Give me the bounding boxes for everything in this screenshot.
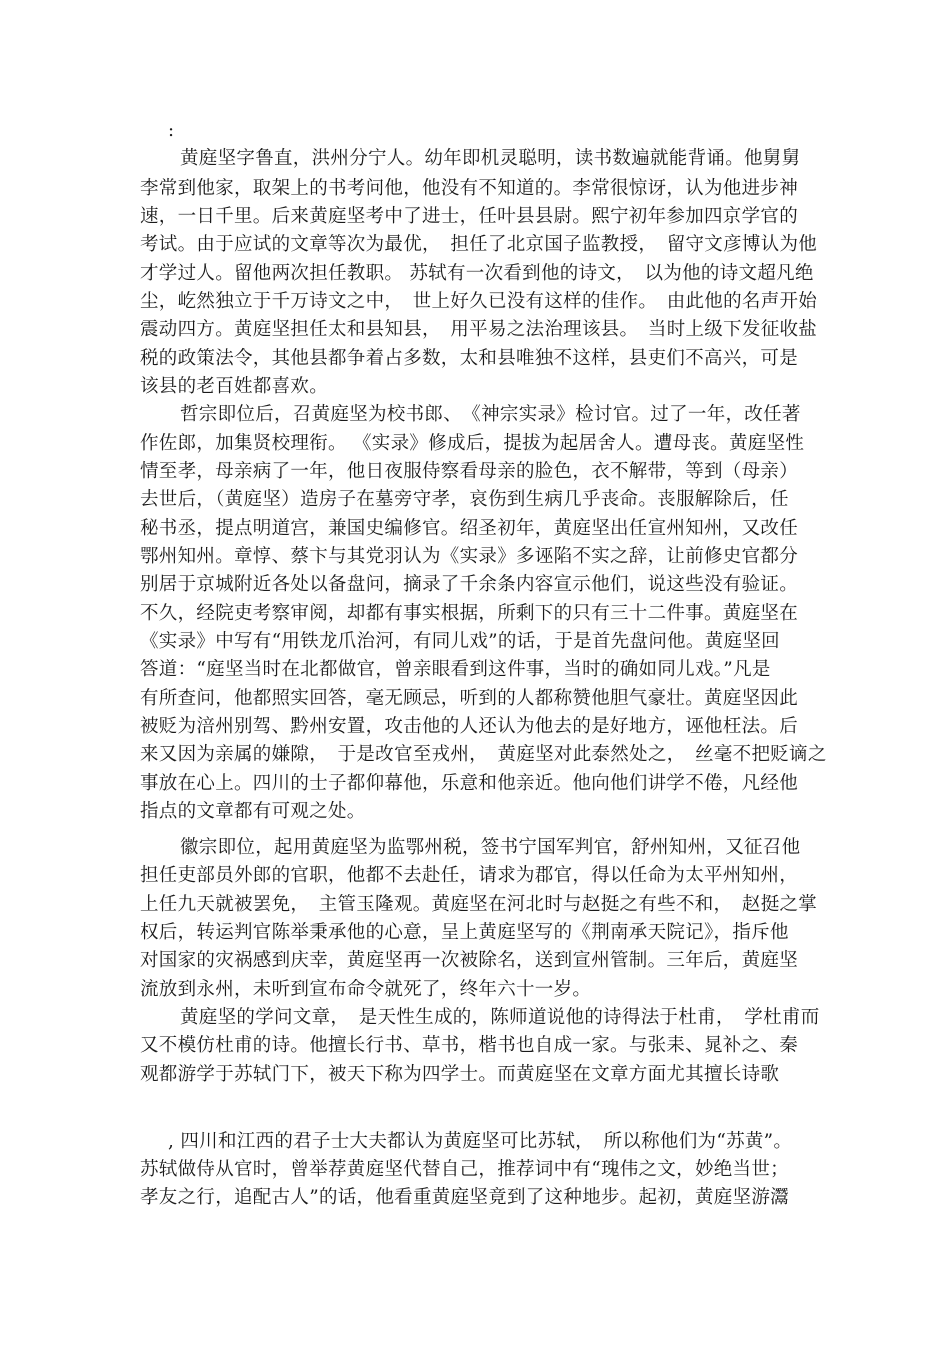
text-line: 事放在心上。四川的士子都仰幕他，乐意和他亲近。他向他们讲学不倦，凡经他 — [140, 773, 799, 794]
text-line: 有所查问，他都照实回答，毫无顾忌，听到的人都称赞他胆气豪壮。黄庭坚因此 — [140, 688, 799, 709]
text-line: 税的政策法令，其他县都争着占多数，太和县唯独不这样，县吏们不高兴，可是 — [140, 348, 799, 369]
text-line: 哲宗即位后，召黄庭坚为校书郎、 《神宗实录》检讨官。过了一年，改任著 — [180, 404, 801, 425]
text-line: 孝友之行，追配古人”的话，他看重黄庭坚竟到了这种地步。起初，黄庭坚游灊 — [140, 1187, 789, 1208]
text-line: 黄庭坚的学问文章， 是天性生成的，陈师道说他的诗得法于杜甫， 学杜甫而 — [180, 1007, 820, 1028]
leading-colon: : — [168, 120, 175, 141]
text-line: 对国家的灾祸感到庆幸，黄庭坚再一次被除名，送到宣州管制。三年后，黄庭坚 — [140, 950, 799, 971]
text-line: 速，一日千里。后来黄庭坚考中了进士，任叶县县尉。熙宁初年参加四京学官的 — [140, 206, 799, 227]
text-line: 《实录》中写有“用铁龙爪治河，有同儿戏”的话，于是首先盘问他。黄庭坚回 — [140, 631, 780, 652]
text-line: 苏轼做侍从官时，曾举荐黄庭坚代替自己，推荐词中有“瑰伟之文，妙绝当世； — [140, 1159, 789, 1180]
text-line: 流放到永州，未听到宣布命令就死了，终年六十一岁。 — [140, 979, 592, 1000]
text-line: 黄庭坚字鲁直，洪州分宁人。幼年即机灵聪明，读书数遍就能背诵。他舅舅 — [180, 148, 801, 169]
text-line: 指点的文章都有可观之处。 — [140, 801, 366, 822]
text-line: 才学过人。留他两次担任教职。 苏轼有一次看到他的诗文， 以为他的诗文超凡绝 — [140, 263, 814, 284]
text-line: 上任九天就被罢免， 主管玉隆观。黄庭坚在河北时与赵挺之有些不和， 赵挺之掌 — [140, 894, 818, 915]
text-line: 该县的老百姓都喜欢。 — [140, 376, 329, 397]
text-line: 李常到他家，取架上的书考问他，他没有不知道的。李常很惊讶，认为他进步神 — [140, 178, 799, 199]
text-line: 尘，屹然独立于千万诗文之中， 世上好久已没有这样的佳作。 由此他的名声开始 — [140, 291, 818, 312]
text-line: 徽宗即位，起用黄庭坚为监鄂州税，签书宁国军判官，舒州知州，又征召他 — [180, 837, 801, 858]
text-line: 又不模仿杜甫的诗。他擅长行书、草书，楷书也自成一家。与张耒、晁补之、秦 — [140, 1035, 799, 1056]
text-line: 震动四方。黄庭坚担任太和县知县， 用平易之法治理该县。 当时上级下发征收盐 — [140, 319, 818, 340]
text-line: 权后，转运判官陈举秉承他的心意，呈上黄庭坚写的《荆南承天院记》，指斥他 — [140, 922, 789, 943]
text-line: , 四川和江西的君子士大夫都认为黄庭坚可比苏轼， 所以称他们为“苏黄”。 — [168, 1131, 793, 1152]
text-line: 答道：“庭坚当时在北都做官，曾亲眼看到这件事，当时的确如同儿戏。”凡是 — [140, 659, 771, 680]
text-line: 不久，经院吏考察审阅，却都有事实根据，所剩下的只有三十二件事。黄庭坚在 — [140, 603, 799, 624]
text-line: 被贬为涪州别驾、黔州安置，攻击他的人还认为他去的是好地方，诬他枉法。后 — [140, 716, 799, 737]
text-line: 秘书丞，提点明道宫，兼国史编修官。绍圣初年，黄庭坚出任宣州知州，又改任 — [140, 518, 799, 539]
text-line: 来又因为亲属的嫌隙， 于是改官至戎州， 黄庭坚对此泰然处之， 丝毫不把贬谪之 — [140, 744, 827, 765]
text-line: 情至孝，母亲病了一年，他日夜服侍察看母亲的脸色，衣不解带，等到（母亲） — [140, 461, 799, 482]
text-line: 作佐郎，加集贤校理衔。 《实录》修成后，提拔为起居舍人。遭母丧。黄庭坚性 — [140, 433, 805, 454]
text-line: 考试。由于应试的文章等次为最优， 担任了北京国子监教授， 留守文彦博认为他 — [140, 234, 818, 255]
text-line: 鄂州知州。章惇、蔡卞与其党羽认为《实录》多诬陷不实之辞，让前修史官都分 — [140, 546, 799, 567]
text-line: 观都游学于苏轼门下，被天下称为四学士。而黄庭坚在文章方面尤其擅长诗歌 — [140, 1064, 780, 1085]
text-line: 别居于京城附近各处以备盘问，摘录了千余条内容宣示他们，说这些没有验证。 — [140, 574, 799, 595]
text-line: 去世后，（黄庭坚）造房子在墓旁守孝，哀伤到生病几乎丧命。丧服解除后，任 — [140, 489, 789, 510]
text-line: 担任吏部员外郎的官职，他都不去赴任，请求为郡官，得以任命为太平州知州， — [140, 865, 799, 886]
